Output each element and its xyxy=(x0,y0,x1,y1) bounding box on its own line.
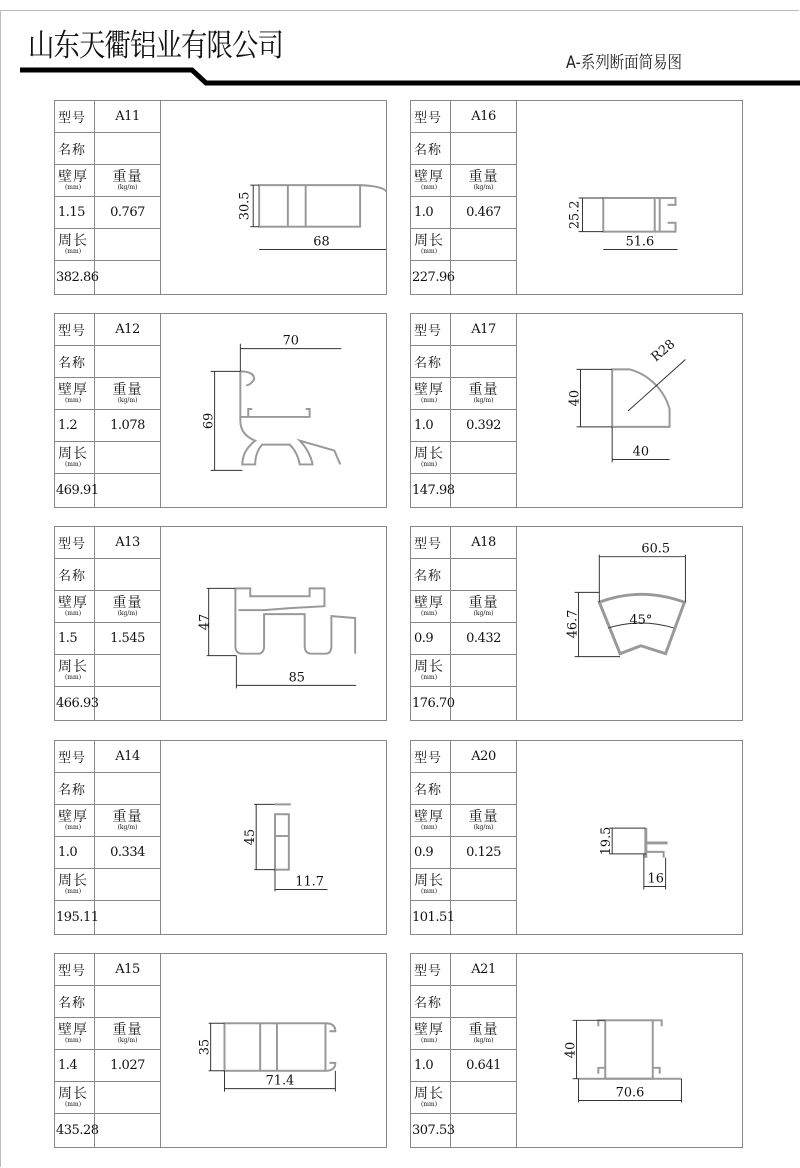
profile-card-a13 xyxy=(54,526,387,721)
value-perimeter: 307.53 xyxy=(411,1114,451,1147)
dim-width: 71.4 xyxy=(265,1073,295,1089)
profile-section-icon xyxy=(516,741,742,934)
value-model: A21 xyxy=(471,962,496,977)
profile-drawing xyxy=(160,741,386,934)
spec-table xyxy=(411,527,517,720)
row-perimeter-value xyxy=(55,687,160,720)
dim-height: 69 xyxy=(201,412,217,430)
label-perimeter: 周长 (mm) xyxy=(55,869,95,900)
company-name: 山东天衢铝业有限公司 xyxy=(28,28,283,64)
dim-width: 11.7 xyxy=(295,874,324,890)
value-model: A14 xyxy=(115,749,140,764)
label-weight: 重量 (kg/m) xyxy=(112,809,143,831)
value-thickness: 1.15 xyxy=(55,197,95,228)
profile-section-icon xyxy=(160,101,386,294)
label-perimeter: 周长 (mm) xyxy=(55,655,95,686)
dim-height: 40 xyxy=(563,1041,579,1059)
label-perimeter: 周长 (mm) xyxy=(55,442,95,473)
value-name xyxy=(451,346,516,377)
row-headers xyxy=(411,378,516,410)
label-thickness: 壁厚 (mm) xyxy=(411,591,451,622)
row-perimeter-value xyxy=(55,261,160,294)
spec-table xyxy=(411,101,517,294)
profile-card-a14 xyxy=(54,740,387,935)
row-model xyxy=(55,954,160,986)
profile-drawing xyxy=(516,527,742,720)
row-perimeter-value xyxy=(55,1114,160,1147)
row-name xyxy=(55,133,160,165)
row-headers xyxy=(411,165,516,197)
dim-radius: R28 xyxy=(648,336,679,366)
value-weight: 0.392 xyxy=(466,418,501,433)
row-perimeter-value xyxy=(55,901,160,934)
value-thickness: 1.2 xyxy=(55,410,95,441)
profile-section-icon xyxy=(516,101,742,294)
dim-height: 40 xyxy=(567,389,583,407)
row-name xyxy=(55,773,160,805)
row-name xyxy=(411,986,516,1018)
value-weight: 0.467 xyxy=(466,205,501,220)
label-name: 名称 xyxy=(411,346,451,377)
value-name xyxy=(451,559,516,590)
profile-section-icon xyxy=(516,314,742,507)
profile-card-a20 xyxy=(410,740,743,935)
row-name xyxy=(55,346,160,378)
profile-drawing xyxy=(516,101,742,294)
profile-section-icon xyxy=(160,527,386,720)
value-perimeter: 382.86 xyxy=(55,261,95,294)
dim-angle: 45° xyxy=(629,612,653,628)
profile-section-icon xyxy=(160,741,386,934)
value-thickness: 0.9 xyxy=(411,623,451,654)
row-perimeter-label xyxy=(411,229,516,261)
value-weight: 1.545 xyxy=(110,631,145,646)
dim-width: 85 xyxy=(288,670,305,686)
label-thickness: 壁厚 (mm) xyxy=(55,165,95,196)
spec-table xyxy=(55,741,161,934)
label-weight: 重量 (kg/m) xyxy=(468,809,499,831)
value-perimeter: 466.93 xyxy=(55,687,95,720)
label-weight: 重量 (kg/m) xyxy=(112,169,143,191)
value-weight: 0.125 xyxy=(466,845,501,860)
value-perimeter: 227.96 xyxy=(411,261,451,294)
profile-section-icon xyxy=(516,954,742,1147)
row-perimeter-label xyxy=(55,229,160,261)
label-name: 名称 xyxy=(55,986,95,1017)
row-values xyxy=(411,623,516,655)
profile-card-a12 xyxy=(54,313,387,508)
dim-width: 40 xyxy=(632,444,650,460)
row-values xyxy=(55,410,160,442)
profile-card-a21 xyxy=(410,953,743,1148)
dim-height: 30.5 xyxy=(237,191,253,221)
profile-section-icon xyxy=(160,954,386,1147)
label-thickness: 壁厚 (mm) xyxy=(55,378,95,409)
row-name xyxy=(411,773,516,805)
label-weight: 重量 (kg/m) xyxy=(468,169,499,191)
row-values xyxy=(411,410,516,442)
dim-width: 70 xyxy=(282,333,300,349)
label-perimeter: 周长 (mm) xyxy=(55,229,95,260)
profile-drawing xyxy=(160,314,386,507)
dim-height: 25.2 xyxy=(567,200,583,230)
row-perimeter-label xyxy=(411,442,516,474)
row-name xyxy=(55,559,160,591)
profile-drawing xyxy=(516,314,742,507)
label-model: 型号 xyxy=(55,101,95,132)
label-weight: 重量 (kg/m) xyxy=(112,382,143,404)
value-model: A18 xyxy=(471,535,496,550)
profile-drawing xyxy=(160,101,386,294)
row-values xyxy=(411,837,516,869)
profile-drawing xyxy=(160,527,386,720)
dim-height: 19.5 xyxy=(599,826,615,856)
row-perimeter-label xyxy=(55,655,160,687)
row-perimeter-label xyxy=(55,1082,160,1114)
profile-card-a11 xyxy=(54,100,387,295)
dim-height: 45 xyxy=(243,828,259,846)
label-model: 型号 xyxy=(411,527,451,558)
profile-drawing xyxy=(160,954,386,1147)
value-model: A15 xyxy=(115,962,140,977)
spec-table xyxy=(411,741,517,934)
value-model: A11 xyxy=(115,109,140,124)
value-thickness: 1.0 xyxy=(55,837,95,868)
value-name xyxy=(95,559,160,590)
row-model xyxy=(411,101,516,133)
label-name: 名称 xyxy=(55,133,95,164)
catalog-subtitle: A-系列断面简易图 xyxy=(566,53,682,73)
label-name: 名称 xyxy=(411,986,451,1017)
label-name: 名称 xyxy=(55,773,95,804)
value-name xyxy=(95,133,160,164)
spec-table xyxy=(55,101,161,294)
row-perimeter-label xyxy=(55,869,160,901)
row-headers xyxy=(55,378,160,410)
label-model: 型号 xyxy=(411,101,451,132)
row-values xyxy=(411,197,516,229)
dim-height: 46.7 xyxy=(565,609,581,639)
row-headers xyxy=(411,1018,516,1050)
value-thickness: 1.4 xyxy=(55,1050,95,1081)
label-name: 名称 xyxy=(411,133,451,164)
value-model: A17 xyxy=(471,322,496,337)
row-perimeter-value xyxy=(411,1114,516,1147)
value-name xyxy=(95,773,160,804)
value-model: A12 xyxy=(115,322,140,337)
value-name xyxy=(451,133,516,164)
label-weight: 重量 (kg/m) xyxy=(468,595,499,617)
row-model xyxy=(411,741,516,773)
profile-card-a15 xyxy=(54,953,387,1148)
row-perimeter-label xyxy=(55,442,160,474)
value-model: A13 xyxy=(115,535,140,550)
row-name xyxy=(411,133,516,165)
value-weight: 0.334 xyxy=(110,845,145,860)
label-thickness: 壁厚 (mm) xyxy=(411,378,451,409)
profile-card-a16 xyxy=(410,100,743,295)
label-name: 名称 xyxy=(55,559,95,590)
dim-width: 68 xyxy=(313,234,330,250)
value-weight: 0.641 xyxy=(466,1058,501,1073)
row-name xyxy=(55,986,160,1018)
spec-table xyxy=(411,314,517,507)
row-model xyxy=(55,527,160,559)
row-perimeter-value xyxy=(411,901,516,934)
label-weight: 重量 (kg/m) xyxy=(112,1022,143,1044)
row-headers xyxy=(411,591,516,623)
value-weight: 1.027 xyxy=(110,1058,145,1073)
row-headers xyxy=(55,591,160,623)
label-perimeter: 周长 (mm) xyxy=(411,655,451,686)
spec-table xyxy=(55,527,161,720)
value-model: A16 xyxy=(471,109,496,124)
row-values xyxy=(55,837,160,869)
row-values xyxy=(411,1050,516,1082)
row-perimeter-value xyxy=(411,261,516,294)
label-thickness: 壁厚 (mm) xyxy=(411,1018,451,1049)
spec-table xyxy=(55,954,161,1147)
row-values xyxy=(55,623,160,655)
row-values xyxy=(55,197,160,229)
value-perimeter: 195.11 xyxy=(55,901,95,934)
label-model: 型号 xyxy=(55,954,95,985)
value-perimeter: 176.70 xyxy=(411,687,451,720)
row-name xyxy=(411,559,516,591)
row-perimeter-value xyxy=(411,687,516,720)
label-thickness: 壁厚 (mm) xyxy=(55,591,95,622)
value-model: A20 xyxy=(471,749,496,764)
label-name: 名称 xyxy=(55,346,95,377)
value-weight: 0.767 xyxy=(110,205,145,220)
row-model xyxy=(411,527,516,559)
label-weight: 重量 (kg/m) xyxy=(468,382,499,404)
row-perimeter-label xyxy=(411,655,516,687)
value-name xyxy=(451,986,516,1017)
label-thickness: 壁厚 (mm) xyxy=(411,805,451,836)
profile-drawing xyxy=(516,741,742,934)
label-thickness: 壁厚 (mm) xyxy=(55,1018,95,1049)
row-model xyxy=(55,741,160,773)
row-headers xyxy=(55,1018,160,1050)
spec-table xyxy=(411,954,517,1147)
label-thickness: 壁厚 (mm) xyxy=(55,805,95,836)
profile-drawing xyxy=(516,954,742,1147)
value-name xyxy=(451,773,516,804)
dim-height: 47 xyxy=(197,613,213,631)
row-model xyxy=(411,954,516,986)
label-model: 型号 xyxy=(55,314,95,345)
profile-card-a17 xyxy=(410,313,743,508)
value-thickness: 1.0 xyxy=(411,1050,451,1081)
value-weight: 0.432 xyxy=(466,631,501,646)
profile-card-a18 xyxy=(410,526,743,721)
label-perimeter: 周长 (mm) xyxy=(411,229,451,260)
row-name xyxy=(411,346,516,378)
label-perimeter: 周长 (mm) xyxy=(411,1082,451,1113)
row-perimeter-label xyxy=(411,869,516,901)
dim-height: 35 xyxy=(197,1038,213,1056)
row-headers xyxy=(55,805,160,837)
value-thickness: 1.0 xyxy=(411,197,451,228)
label-perimeter: 周长 (mm) xyxy=(55,1082,95,1113)
label-name: 名称 xyxy=(411,773,451,804)
label-thickness: 壁厚 (mm) xyxy=(411,165,451,196)
dim-width: 51.6 xyxy=(625,234,655,250)
value-weight: 1.078 xyxy=(110,418,145,433)
label-model: 型号 xyxy=(55,741,95,772)
label-perimeter: 周长 (mm) xyxy=(411,442,451,473)
value-thickness: 0.9 xyxy=(411,837,451,868)
label-perimeter: 周长 (mm) xyxy=(411,869,451,900)
dim-width: 16 xyxy=(647,871,664,887)
dim-width: 60.5 xyxy=(641,541,671,557)
row-model xyxy=(55,101,160,133)
row-model xyxy=(55,314,160,346)
spec-table xyxy=(55,314,161,507)
row-perimeter-value xyxy=(55,474,160,507)
value-perimeter: 147.98 xyxy=(411,474,451,507)
value-name xyxy=(95,986,160,1017)
row-headers xyxy=(411,805,516,837)
row-perimeter-label xyxy=(411,1082,516,1114)
row-perimeter-value xyxy=(411,474,516,507)
profile-section-icon xyxy=(160,314,386,507)
label-weight: 重量 (kg/m) xyxy=(468,1022,499,1044)
label-weight: 重量 (kg/m) xyxy=(112,595,143,617)
row-model xyxy=(411,314,516,346)
dim-width: 70.6 xyxy=(615,1085,645,1101)
value-perimeter: 469.91 xyxy=(55,474,95,507)
label-model: 型号 xyxy=(411,954,451,985)
label-model: 型号 xyxy=(411,314,451,345)
profile-section-icon xyxy=(516,527,742,720)
value-thickness: 1.0 xyxy=(411,410,451,441)
value-thickness: 1.5 xyxy=(55,623,95,654)
label-model: 型号 xyxy=(55,527,95,558)
row-values xyxy=(55,1050,160,1082)
value-name xyxy=(95,346,160,377)
label-name: 名称 xyxy=(411,559,451,590)
value-perimeter: 435.28 xyxy=(55,1114,95,1147)
value-perimeter: 101.51 xyxy=(411,901,451,934)
header-rule xyxy=(0,60,800,90)
row-headers xyxy=(55,165,160,197)
label-model: 型号 xyxy=(411,741,451,772)
